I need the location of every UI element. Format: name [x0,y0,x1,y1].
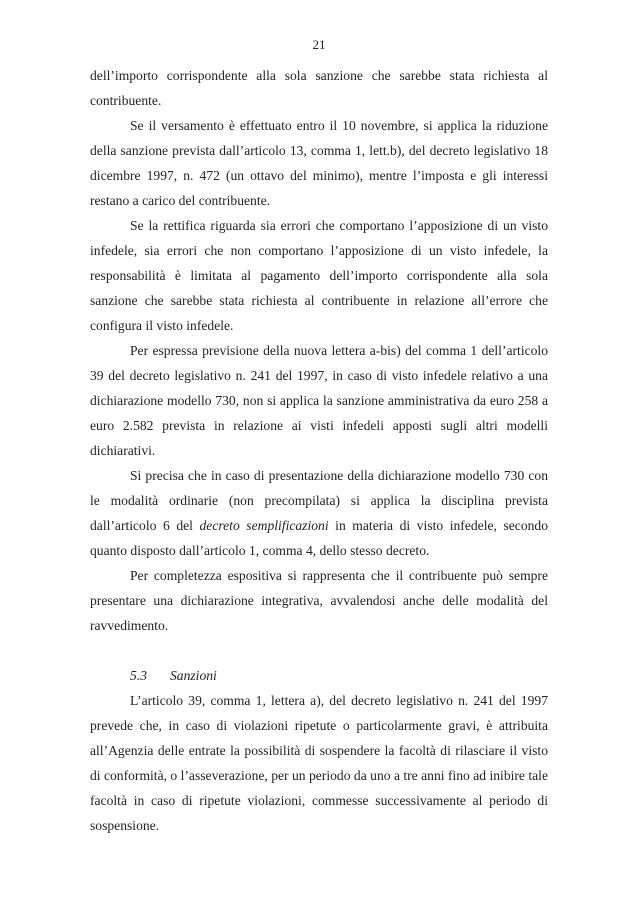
document-body [90,63,548,838]
paragraph-ordinary-text-before: Si precisa che in caso di presentazione della dichiarazione modello 730 con le modalità ordinarie (non precompilata) si applica la disciplina prevista dall’articolo 6 del [90,468,548,533]
section-title: Sanzioni [170,668,217,683]
paragraph-modello-730: Per espressa previsione della nuova lettera a-bis) del comma 1 dell’articolo 39 del decreto legislativo n. 241 del 1997, in caso di visto infedele relativo a una dichiarazione modello 730, non si applica la sanzione amministrativa da euro 258 a euro 2.582 prevista in relazione ai visti infedeli apposti sugli altri modelli dichiarativi. [90,343,548,458]
paragraph-integrativa: Per completezza espositiva si rappresenta che il contribuente può sempre presentare una dichiarazione integrativa, avvalendosi anche delle modalità del ravvedimento. [90,568,548,633]
section-heading [90,663,548,688]
paragraph-ordinary-mode [90,463,548,563]
page-number: 21 [312,37,326,52]
paragraph-continuation: dell’importo corrispondente alla sola sanzione che sarebbe stata richiesta al contribuente. [90,68,548,108]
decreto-semplificazioni-emphasis: decreto semplificazioni [199,518,329,533]
paragraph-rectification: Se la rettifica riguarda sia errori che comportano l’apposizione di un visto infedele, sia errori che non comportano l’apposizione di un visto infedele, la responsabilità è limitata al pagamento dell’importo corrispondente alla sola sanzione che sarebbe stata richiesta al contribuente in relazione all’errore che configura il visto infedele. [90,218,548,333]
section-number: 5.3 [130,668,147,683]
paragraph-ordinary-text-after: in materia di visto infedele, secondo quanto disposto dall’articolo 1, comma 4, dello stesso decreto. [90,518,549,558]
paragraph-reduction: Se il versamento è effettuato entro il 10 novembre, si applica la riduzione della sanzione prevista dall’articolo 13, comma 1, lett.b), del decreto legislativo 18 dicembre 1997, n. 472 (un ottavo del minimo), mentre l’imposta e gli interessi restano a carico del contribuente. [90,118,548,208]
paragraph-sanzioni: L’articolo 39, comma 1, lettera a), del decreto legislativo n. 241 del 1997 prevede che, in caso di violazioni ripetute o particolarmente gravi, è attribuita all’Agenzia delle entrate la possibilità di sospendere la facoltà di rilasciare il visto di conformità, o l’asseverazione, per un periodo da uno a tre anni fino ad inibire tale facoltà in caso di ripetute violazioni, commesse successivamente al periodo di sospensione. [90,693,548,833]
